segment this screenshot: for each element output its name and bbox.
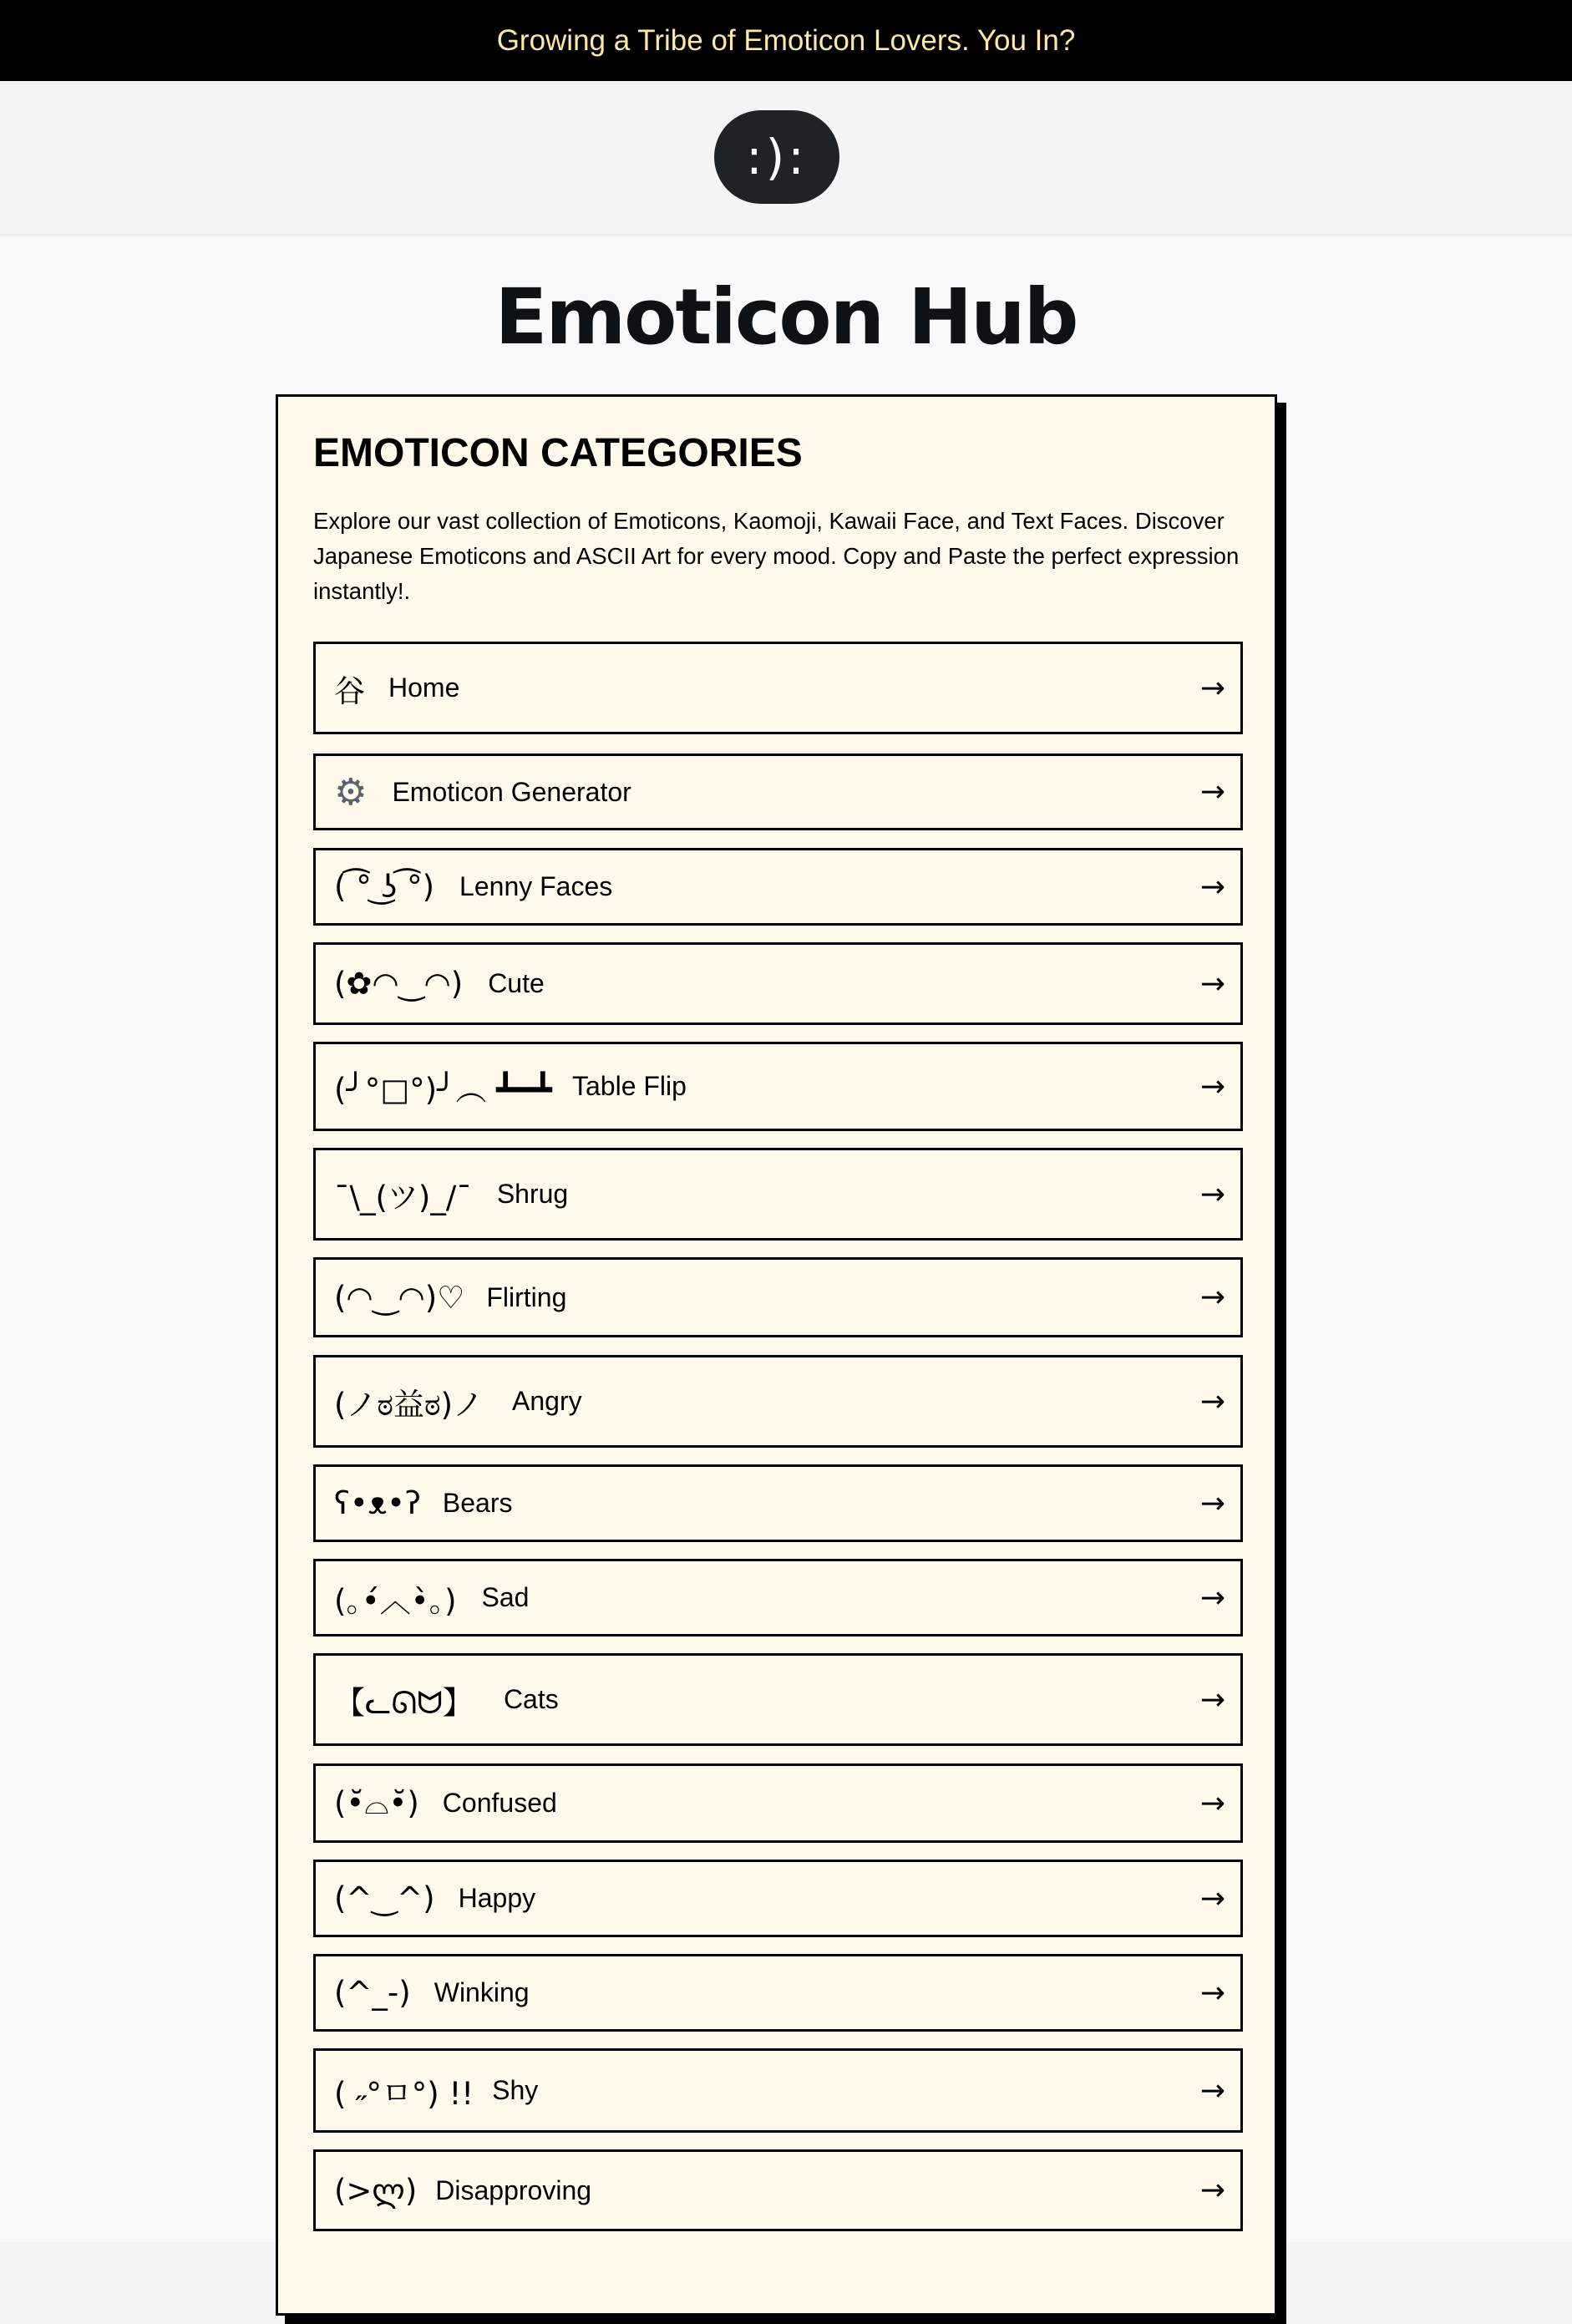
categories-card bbox=[276, 394, 1277, 2316]
emoticon-preview: (ノಠ益ಠ)ノ bbox=[334, 1386, 484, 1423]
category-label: Home bbox=[388, 672, 460, 703]
category-cute[interactable] bbox=[313, 942, 1243, 1025]
arrow-right-icon: → bbox=[1199, 671, 1225, 705]
arrow-right-icon: → bbox=[1199, 870, 1225, 904]
arrow-right-icon: → bbox=[1199, 2173, 1225, 2208]
gear-icon: ⚙ bbox=[334, 770, 368, 814]
home-icon: 谷 bbox=[334, 672, 365, 709]
card-title: EMOTICON CATEGORIES bbox=[313, 431, 803, 475]
arrow-right-icon: → bbox=[1199, 1786, 1225, 1820]
category-label: Disapproving bbox=[435, 2174, 592, 2205]
category-label: Angry bbox=[512, 1386, 582, 1416]
category-label: Shrug bbox=[496, 1179, 569, 1209]
category-angry[interactable] bbox=[313, 1355, 1243, 1448]
category-emoticon-generator[interactable] bbox=[313, 754, 1243, 830]
category-cats[interactable] bbox=[313, 1653, 1243, 1746]
category-winking[interactable] bbox=[313, 1954, 1243, 2032]
category-shy[interactable] bbox=[313, 2048, 1243, 2133]
category-label: Cats bbox=[503, 1684, 559, 1714]
header bbox=[0, 81, 1572, 236]
category-happy[interactable] bbox=[313, 1860, 1243, 1937]
arrow-right-icon: → bbox=[1199, 1384, 1225, 1418]
category-label: Shy bbox=[492, 2075, 539, 2105]
logo-text: :): bbox=[746, 129, 808, 185]
top-banner bbox=[0, 0, 1572, 81]
emoticon-preview: (◠‿◠)♡ bbox=[334, 1279, 465, 1316]
category-label: Cute bbox=[488, 968, 545, 998]
category-table-flip[interactable] bbox=[313, 1042, 1243, 1131]
emoticon-preview: 【ᓚᘏᗢ】 bbox=[334, 1684, 474, 1721]
category-label: Sad bbox=[481, 1582, 530, 1612]
category-label: Lenny Faces bbox=[459, 871, 613, 901]
arrow-right-icon: → bbox=[1199, 774, 1225, 809]
arrow-right-icon: → bbox=[1199, 1682, 1225, 1717]
category-home[interactable] bbox=[313, 642, 1243, 734]
arrow-right-icon: → bbox=[1199, 1069, 1225, 1104]
page-title: Emoticon Hub bbox=[494, 272, 1078, 362]
category-flirting[interactable] bbox=[313, 1257, 1243, 1337]
arrow-right-icon: → bbox=[1199, 1881, 1225, 1916]
category-bears[interactable] bbox=[313, 1464, 1243, 1542]
emoticon-preview: ( ͡° ͜ʖ ͡°) bbox=[334, 869, 435, 905]
arrow-right-icon: → bbox=[1199, 1177, 1225, 1211]
category-sad[interactable] bbox=[313, 1559, 1243, 1636]
category-shrug[interactable] bbox=[313, 1148, 1243, 1241]
category-disapproving[interactable] bbox=[313, 2149, 1243, 2231]
category-confused[interactable] bbox=[313, 1763, 1243, 1843]
arrow-right-icon: → bbox=[1199, 1280, 1225, 1315]
emoticon-preview: (✿◠‿◠) bbox=[334, 966, 464, 1002]
category-label: Flirting bbox=[486, 1281, 567, 1312]
banner-text: Growing a Tribe of Emoticon Lovers. You In? bbox=[496, 23, 1076, 57]
emoticon-preview: (>ლ) bbox=[334, 2172, 418, 2209]
category-label: Winking bbox=[434, 1977, 530, 2007]
category-lenny-faces[interactable] bbox=[313, 848, 1243, 926]
site-logo[interactable] bbox=[714, 110, 839, 204]
emoticon-preview: (•̆⌓•̆) bbox=[334, 1784, 419, 1821]
arrow-right-icon: → bbox=[1199, 967, 1225, 1001]
category-label: Happy bbox=[458, 1883, 536, 1913]
emoticon-preview: ¯\_(ツ)_/¯ bbox=[334, 1179, 472, 1215]
category-label: Table Flip bbox=[571, 1071, 687, 1101]
category-label: Bears bbox=[442, 1488, 513, 1518]
category-label: Confused bbox=[442, 1788, 557, 1818]
arrow-right-icon: → bbox=[1199, 1486, 1225, 1520]
card-description: Explore our vast collection of Emoticons, Kaomoji, Kawaii Face, and Text Faces. Discover Japanese Emoticons and ASCII Art for every mood. Copy and Paste the perfect expression instantly!. bbox=[313, 508, 1240, 604]
emoticon-preview: ʕ•ᴥ•ʔ bbox=[334, 1485, 421, 1521]
arrow-right-icon: → bbox=[1199, 1581, 1225, 1615]
arrow-right-icon: → bbox=[1199, 2073, 1225, 2108]
emoticon-preview: ( ˶°ㅁ°) !! bbox=[334, 2075, 474, 2112]
emoticon-preview: (^_-) bbox=[334, 1975, 411, 2011]
arrow-right-icon: → bbox=[1199, 1976, 1225, 2010]
emoticon-preview: (╯°□°)╯︵ ┻━┻ bbox=[334, 1071, 552, 1108]
category-label: Emoticon Generator bbox=[392, 776, 631, 807]
emoticon-preview: (^‿^) bbox=[334, 1880, 435, 1916]
emoticon-preview: (｡•́︿•̀｡) bbox=[334, 1582, 457, 1619]
